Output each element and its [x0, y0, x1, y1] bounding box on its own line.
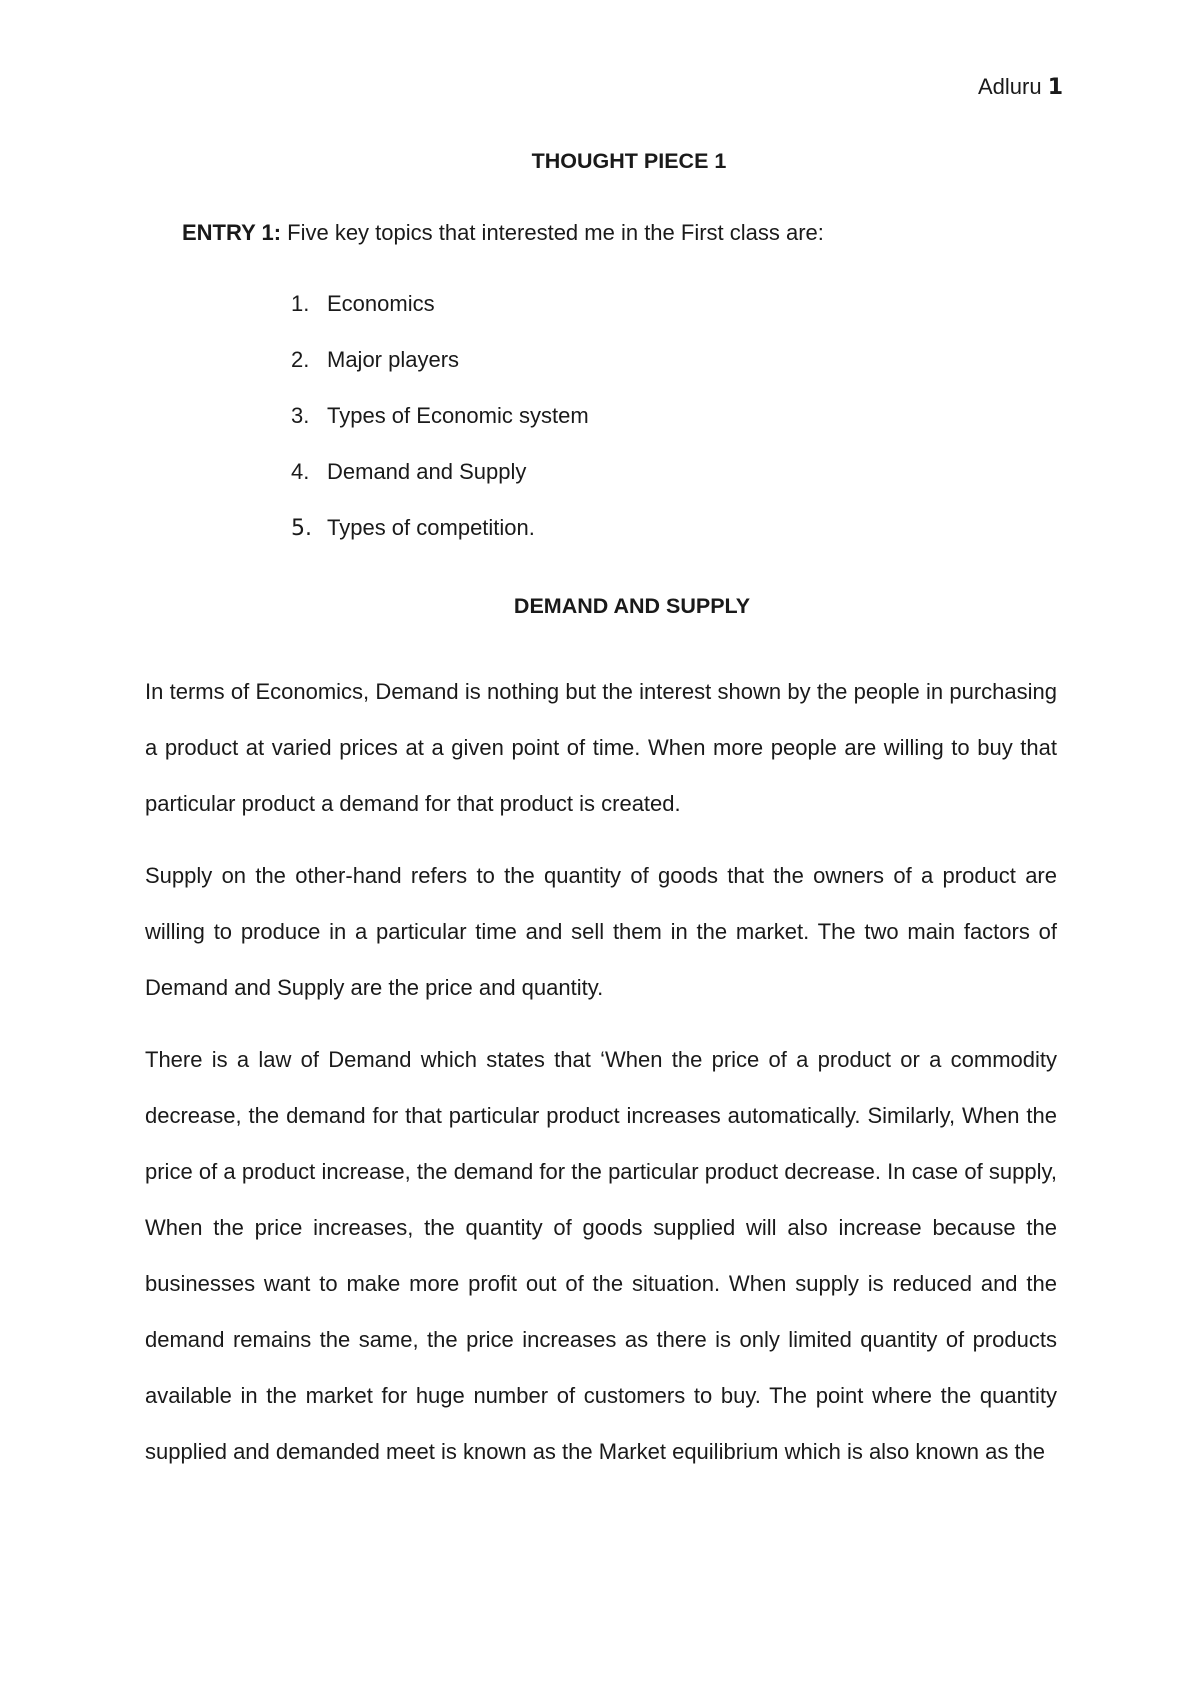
list-item-number: 2. — [291, 347, 310, 372]
list-item-text: Economics — [327, 291, 435, 316]
paragraph: Supply on the other-hand refers to the quantity of goods that the owners of a product are willing to produce in a particular time and sell them in the market. The two main factors of Demand and Supply are the price and quantity. — [145, 863, 1057, 1000]
entry-intro — [182, 218, 824, 248]
list-item-number: 3. — [291, 403, 310, 428]
section-heading: DEMAND AND SUPPLY — [513, 594, 751, 618]
list-item-number: 1. — [291, 291, 310, 316]
page-header — [978, 72, 1063, 103]
header-author: Adluru — [977, 74, 1042, 99]
paragraph: There is a law of Demand which states that ‘When the price of a product or a commodity decrease, the demand for that particular product increases automatically. Similarly, When the price of a product increase, the demand for the particular product decrease. In case of supply, When the price increases, the quantity of goods supplied will also increase because the businesses want to make more profit out of the situation. When supply is reduced and the demand remains the same, the price increases as there is only limited quantity of products available in the market for huge number of customers to buy. The point where the quantity supplied and demanded meet is known as the Market equilibrium which is also known as the — [145, 1047, 1057, 1464]
list-item-text: Major players — [327, 347, 460, 372]
list-item — [291, 513, 589, 569]
paragraph: In terms of Economics, Demand is nothing but the interest shown by the people in purchasing a product at varied prices at a given point of time. When more people are willing to buy that particular product a demand for that product is created. — [145, 679, 1057, 816]
entry-text: Five key topics that interested me in the First class are: — [281, 220, 824, 245]
list-item-text: Demand and Supply — [327, 459, 527, 484]
list-item — [291, 401, 589, 457]
list-item-number: 5. — [291, 516, 312, 541]
document-body — [145, 664, 1057, 1496]
header-page-number: 1 — [1047, 75, 1063, 100]
list-item — [291, 289, 589, 345]
entry-label: ENTRY 1: — [182, 220, 282, 245]
list-item — [291, 457, 589, 513]
list-item-text: Types of competition. — [327, 515, 535, 540]
list-item-text: Types of Economic system — [327, 403, 589, 428]
list-item — [291, 345, 589, 401]
list-item-number: 4. — [291, 459, 310, 484]
document-title: THOUGHT PIECE 1 — [531, 149, 727, 173]
topics-list — [291, 289, 589, 569]
